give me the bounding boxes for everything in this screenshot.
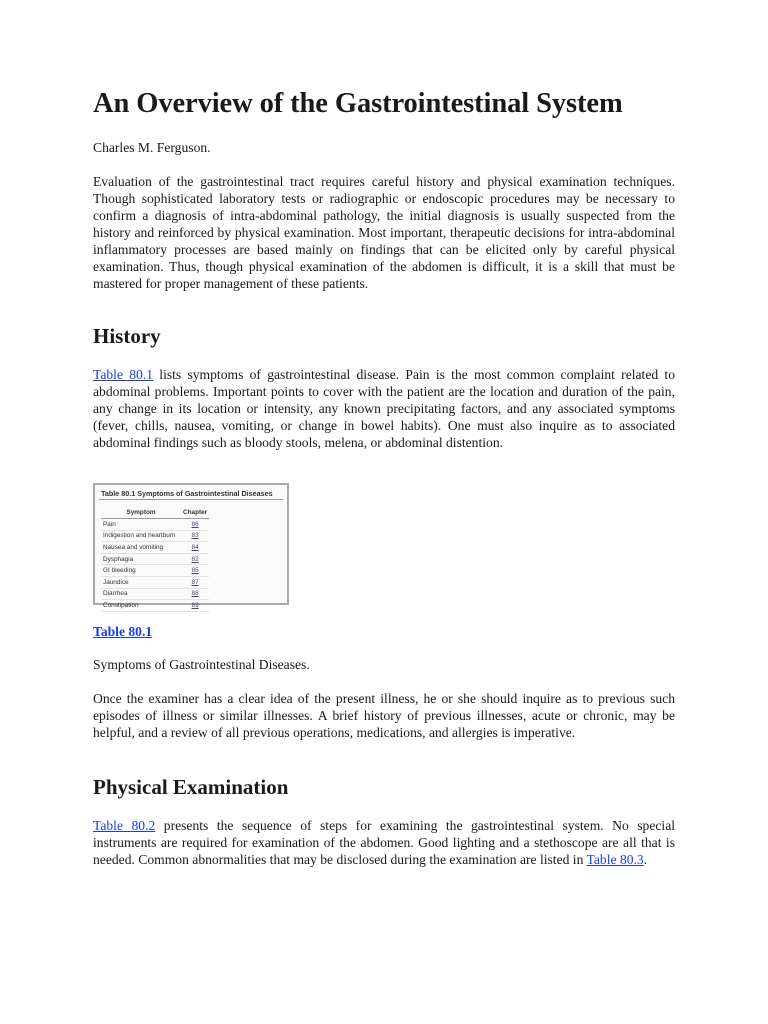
symptom-table — [101, 507, 209, 612]
symptom-table-row — [101, 519, 209, 531]
table-80-2-link[interactable]: Table 80.2 — [93, 818, 156, 833]
symptom-table-row — [101, 553, 209, 565]
symptom-table-row — [101, 576, 209, 588]
author-line: Charles M. Ferguson. — [93, 140, 211, 155]
physical-exam-text-end: . — [643, 852, 648, 867]
symptom-table-row — [101, 588, 209, 600]
chapter-link-cell[interactable]: 89 — [181, 600, 209, 612]
history-heading: History — [93, 324, 161, 348]
table-80-1-link[interactable]: Table 80.1 — [93, 367, 154, 382]
symptom-table-row — [101, 530, 209, 542]
table-80-3-link[interactable]: Table 80.3 — [586, 852, 644, 867]
history-paragraph-1 — [93, 366, 675, 451]
symptom-cell: Dysphagia — [101, 553, 181, 565]
chapter-link-cell[interactable]: 85 — [181, 565, 209, 577]
history-paragraph-2: Once the examiner has a clear idea of the present illness, he or she should inquire as to previous such episodes of illness or similar illnesses. A brief history of previous illnesses, acute or chronic, may be helpful, and a review of all previous operations, medications, and allergies is imperative. — [93, 691, 675, 740]
symptom-table-row — [101, 542, 209, 554]
chapter-link-cell[interactable]: 88 — [181, 588, 209, 600]
caption-table-link[interactable]: Table 80.1 — [93, 624, 153, 639]
page-title: An Overview of the Gastrointestinal System — [93, 88, 623, 119]
figure-title: Table 80.1 Symptoms of Gastrointestinal Diseases — [101, 489, 273, 498]
symptom-table-row — [101, 600, 209, 612]
chapter-link-cell[interactable]: 82 — [181, 553, 209, 565]
symptom-column-header: Symptom — [101, 507, 181, 519]
symptom-cell: Constipation — [101, 600, 181, 612]
symptom-cell: Diarrhea — [101, 588, 181, 600]
intro-paragraph: Evaluation of the gastrointestinal tract requires careful history and physical examination techniques. Though sophisticated laboratory tests or radiographic or endoscopic procedures may be necessary to confirm a diagnosis of intra-abdominal pathology, the initial diagnosis is usually suspected from the history and reinforced by physical examination. Most important, therapeutic decisions for intra-abdominal inflammatory processes are based mainly on findings that can be elicited only by careful physical examination. Thus, though physical examination of the abdomen is difficult, it is a skill that must be mastered for proper management of these patients. — [93, 174, 675, 291]
symptom-table-row — [101, 565, 209, 577]
symptom-table-header — [101, 507, 209, 519]
chapter-link-cell[interactable]: 83 — [181, 530, 209, 542]
figure-caption-label — [93, 623, 675, 640]
symptom-cell: Nausea and vomiting — [101, 542, 181, 554]
chapter-link-cell[interactable]: 87 — [181, 576, 209, 588]
figure-caption: Symptoms of Gastrointestinal Diseases. — [93, 657, 310, 672]
physical-exam-text: presents the sequence of steps for examining the gastrointestinal system. No special instruments are required for examination of the abdomen. Good lighting and a stethoscope are all that is needed. Common abnormalities that may be disclosed during the examination are listed in — [93, 818, 676, 867]
physical-exam-heading: Physical Examination — [93, 775, 289, 799]
symptom-cell: GI bleeding — [101, 565, 181, 577]
figure-rule — [99, 499, 283, 500]
chapter-link-cell[interactable]: 86 — [181, 519, 209, 531]
chapter-column-header: Chapter — [181, 507, 209, 519]
physical-exam-paragraph — [93, 817, 675, 868]
symptom-cell: Jaundice — [101, 576, 181, 588]
history-paragraph-1-text: lists symptoms of gastrointestinal disease. Pain is the most common complaint related to abdominal problems. Important points to cover with the patient are the location and duration of the pain, any change in its location or intensity, any known precipitating factors, and any associated symptoms (fever, chills, nausea, vomiting, or change in bowel habits). One must also inquire as to associated abdominal findings such as bloody stools, melena, or abdominal distention. — [93, 367, 675, 450]
symptom-cell: Indigestion and heartburn — [101, 530, 181, 542]
chapter-link-cell[interactable]: 84 — [181, 542, 209, 554]
symptom-cell: Pain — [101, 519, 181, 531]
table-80-1-figure[interactable] — [93, 483, 289, 609]
